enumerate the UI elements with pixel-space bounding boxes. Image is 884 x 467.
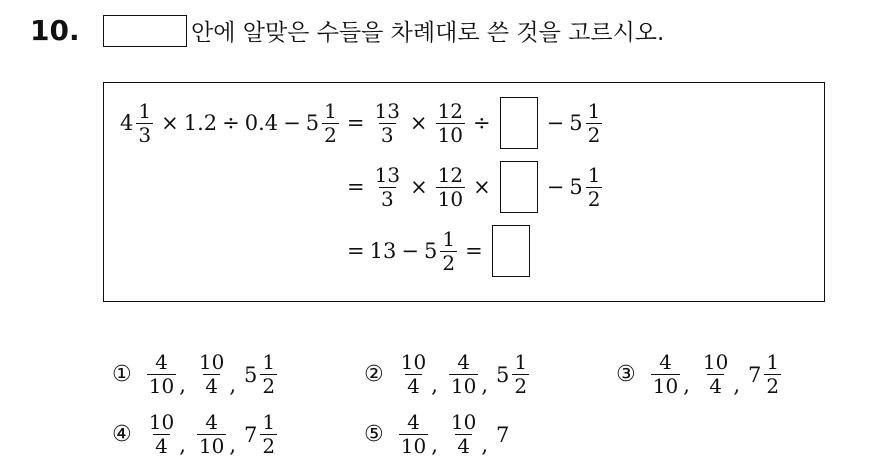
comma: , (481, 433, 489, 457)
fraction (586, 98, 603, 147)
fraction (136, 98, 153, 147)
fraction (322, 98, 339, 147)
fraction (197, 352, 226, 397)
comma: , (229, 433, 237, 457)
numerator: 1 (262, 410, 276, 434)
fraction (512, 352, 529, 397)
denominator: 2 (587, 122, 601, 147)
choice-1[interactable] (112, 352, 280, 397)
mixed-whole: 5 (569, 111, 583, 135)
denominator: 4 (407, 374, 420, 398)
denominator: 2 (442, 250, 456, 275)
mixed-whole: 7 (244, 422, 258, 447)
mixed-whole: 5 (496, 362, 510, 387)
equation-line-1 (120, 97, 605, 149)
question-number: 10. (30, 14, 80, 47)
denominator: 10 (652, 374, 679, 398)
fraction (701, 352, 730, 397)
choice-marker: ⑤ (364, 422, 384, 447)
numerator: 1 (766, 350, 780, 374)
answer-box-2 (500, 161, 538, 213)
denominator: 10 (198, 434, 225, 458)
numerator: 10 (148, 410, 175, 434)
question-line (103, 14, 664, 47)
choice-marker: ② (364, 362, 384, 387)
choice-2[interactable] (364, 352, 532, 397)
numerator: 1 (262, 350, 276, 374)
denominator: 3 (380, 122, 394, 147)
question-text: 안에 알맞은 수들을 차례대로 쓴 것을 고르시오. (191, 20, 665, 46)
comma: , (431, 433, 438, 457)
fraction (436, 162, 465, 211)
numerator: 12 (437, 98, 463, 123)
fraction (260, 412, 277, 457)
denominator: 10 (437, 122, 463, 147)
minus-operator: − (401, 239, 419, 263)
denominator: 10 (400, 434, 427, 458)
fraction (436, 98, 465, 147)
numerator: 10 (702, 350, 729, 374)
numerator: 10 (400, 350, 427, 374)
fraction (586, 162, 603, 211)
fraction (764, 352, 781, 397)
numerator: 4 (205, 410, 218, 434)
numerator: 4 (457, 350, 470, 374)
equation-frame (103, 82, 825, 302)
comma: , (733, 373, 741, 397)
equals-operator: = (465, 239, 483, 263)
numerator: 4 (407, 410, 420, 434)
denominator: 10 (148, 374, 175, 398)
comma: , (683, 373, 690, 397)
numerator: 1 (587, 162, 601, 187)
denominator: 3 (380, 186, 394, 211)
times-operator: × (161, 111, 179, 135)
equals-operator: = (347, 239, 365, 263)
denominator: 10 (450, 374, 477, 398)
choice-3[interactable] (616, 352, 784, 397)
integer-value: 7 (496, 422, 510, 447)
comma: , (229, 373, 237, 397)
decimal-value: 0.4 (244, 111, 279, 135)
times-operator: × (410, 175, 428, 199)
numerator: 1 (138, 98, 152, 123)
mixed-whole: 5 (244, 362, 258, 387)
denominator: 2 (262, 434, 276, 458)
mixed-whole: 5 (423, 239, 438, 263)
comma: , (431, 373, 438, 397)
fraction (373, 162, 402, 211)
mixed-whole: 5 (569, 175, 583, 199)
denominator: 4 (457, 434, 470, 458)
mixed-whole: 4 (120, 111, 134, 135)
denominator: 2 (324, 122, 337, 147)
equals-operator: = (346, 111, 365, 135)
numerator: 13 (374, 98, 400, 123)
choice-4[interactable] (112, 412, 280, 457)
mixed-whole: 5 (305, 111, 320, 135)
fraction (147, 412, 176, 457)
choice-marker: ③ (616, 362, 636, 387)
integer-value: 13 (369, 239, 397, 263)
denominator: 2 (587, 186, 601, 211)
mixed-whole: 7 (748, 362, 762, 387)
numerator: 13 (374, 162, 401, 187)
equation-line-2 (342, 161, 605, 213)
numerator: 10 (450, 410, 477, 434)
denominator: 4 (709, 374, 722, 398)
denominator: 3 (138, 122, 152, 147)
divide-operator: ÷ (222, 111, 240, 135)
numerator: 1 (587, 98, 601, 123)
equation-line-3 (342, 225, 534, 277)
choice-marker: ④ (112, 422, 132, 447)
fraction (440, 226, 457, 275)
answer-box-3 (492, 225, 530, 277)
numerator: 1 (514, 350, 528, 374)
fraction (651, 352, 680, 397)
fraction (399, 352, 428, 397)
fraction (449, 352, 478, 397)
denominator: 10 (437, 186, 464, 211)
times-operator: × (409, 111, 428, 135)
numerator: 10 (198, 350, 225, 374)
minus-operator: − (546, 111, 565, 135)
numerator: 1 (442, 226, 456, 251)
fraction (399, 412, 428, 457)
choice-5[interactable] (364, 412, 509, 457)
numerator: 4 (155, 350, 168, 374)
denominator: 2 (514, 374, 528, 398)
fraction (197, 412, 226, 457)
fraction (372, 98, 401, 147)
choice-marker: ① (112, 362, 132, 387)
denominator: 4 (155, 434, 168, 458)
times-operator: × (473, 175, 491, 199)
denominator: 4 (205, 374, 218, 398)
decimal-value: 1.2 (183, 111, 218, 135)
answer-box-1 (500, 97, 538, 149)
fraction (260, 352, 277, 397)
divide-operator: ÷ (472, 111, 491, 135)
comma: , (179, 373, 186, 397)
denominator: 2 (766, 374, 780, 398)
equals-operator: = (347, 175, 365, 199)
numerator: 4 (659, 350, 672, 374)
numerator: 12 (437, 162, 464, 187)
comma: , (481, 373, 489, 397)
denominator: 2 (262, 374, 276, 398)
fraction (449, 412, 478, 457)
fraction (147, 352, 176, 397)
minus-operator: − (283, 111, 301, 135)
comma: , (179, 433, 186, 457)
minus-operator: − (546, 175, 565, 199)
numerator: 1 (324, 98, 337, 123)
blank-box-icon (103, 15, 187, 47)
